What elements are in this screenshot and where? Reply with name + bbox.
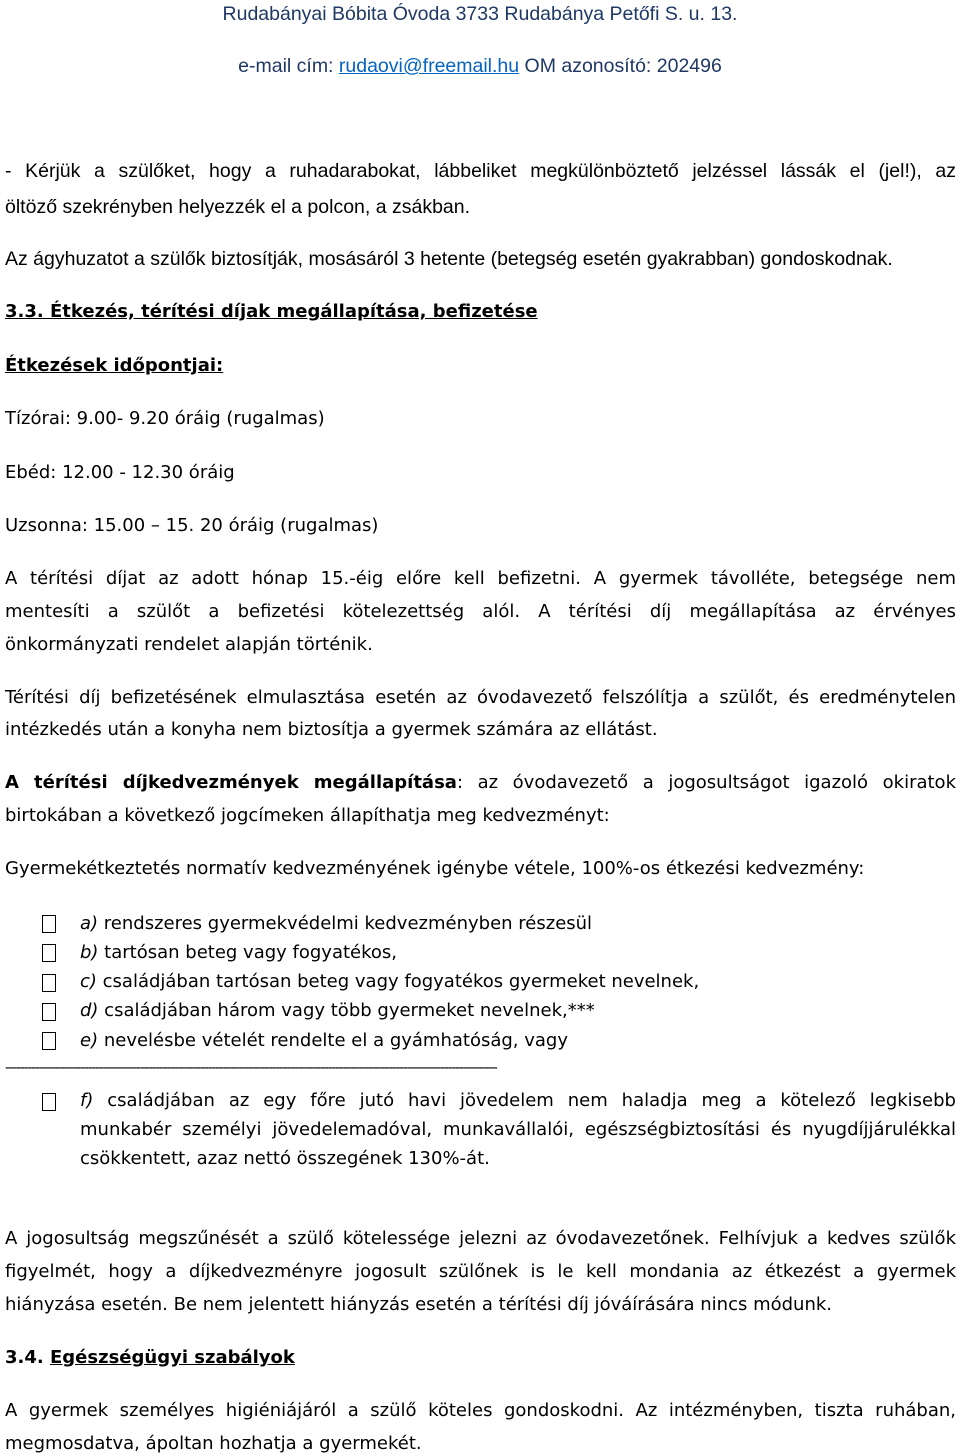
intro-line-3: Az ágyhuzatot a szülők biztosítják, mosásáról 3 hetente (betegség esetén gyakrabban) gondoskodnak. — [5, 248, 893, 270]
bullet-box-icon — [42, 974, 56, 992]
header-contact — [0, 55, 960, 78]
hygiene-line-1: A gyermek személyes higiéniájáról a szülő köteles gondoskodni. Az intézményben, tiszta ruhában, — [5, 1400, 956, 1421]
obligation-line-3: hiányzása esetén. Be nem jelentett hiányzás esetén a térítési díj jóváírására nincs módunk. — [5, 1294, 832, 1315]
meal-time-uzsonna: Uzsonna: 15.00 – 15. 20 óráig (rugalmas) — [5, 515, 379, 536]
list-item-e: e) nevelésbe vételét rendelte el a gyámhatóság, vagy — [80, 1030, 569, 1051]
fee-paragraph-line-1: A térítési díjat az adott hónap 15.-éig előre kell befizetni. A gyermek távolléte, betegsége nem — [5, 568, 956, 589]
list-item-b: b) tartósan beteg vagy fogyatékos, — [80, 942, 398, 963]
fee-paragraph-line-3: önkormányzati rendelet alapján történik. — [5, 634, 373, 655]
dashed-separator: ----------------------------------------------------------------------------------------------------------------------------------- — [5, 1060, 497, 1076]
nonpayment-line-2: intézkedés után a konyha nem biztosítja a gyermek számára az ellátást. — [5, 719, 658, 740]
bullet-box-icon — [42, 915, 56, 933]
discount-paragraph-line-1 — [5, 771, 956, 795]
email-label: e-mail cím: — [238, 55, 339, 77]
list-item-f-line-1: f) családjában az egy főre jutó havi jövedelem nem haladja meg a kötelező legkisebb — [80, 1090, 956, 1111]
list-item-f-line-2: munkabér személyi jövedelemadóval, munkavállalói, egészségbiztosítási és nyugdíjjárulékkal — [80, 1119, 956, 1140]
section-heading-3-4 — [5, 1346, 956, 1370]
meal-times-heading: Étkezések időpontjai: — [5, 355, 224, 376]
normative-discount-line: Gyermekétkeztetés normatív kedvezményének igénybe vétele, 100%-os étkezési kedvezmény: — [5, 858, 865, 879]
email-link[interactable]: rudaovi@freemail.hu — [338, 55, 520, 77]
section-number: 3.4. — [5, 1347, 50, 1368]
om-id: OM azonosító: 202496 — [519, 55, 722, 77]
meal-time-ebed: Ebéd: 12.00 - 12.30 óráig — [5, 462, 235, 483]
discount-heading: A térítési díjkedvezmények megállapítása — [5, 772, 457, 793]
meal-time-tizorai: Tízórai: 9.00- 9.20 óráig (rugalmas) — [5, 408, 325, 429]
bullet-box-icon — [42, 1093, 56, 1111]
list-item-d: d) családjában három vagy több gyermeket nevelnek,*** — [80, 1000, 595, 1021]
intro-line-2: öltöző szekrényben helyezzék el a polcon, a zsákban. — [5, 196, 471, 218]
fee-paragraph-line-2: mentesíti a szülőt a befizetési kötelezettség alól. A térítési díj megállapítása az érvényes — [5, 601, 956, 622]
section-title: Egészségügyi szabályok — [50, 1347, 295, 1368]
obligation-line-1: A jogosultság megszűnését a szülő kötelessége jelezni az óvodavezetőnek. Felhívjuk a kedves szülők — [5, 1228, 956, 1249]
hygiene-line-2: megmosdatva, ápoltan hozhatja a gyermekét. — [5, 1433, 422, 1454]
list-item-c: c) családjában tartósan beteg vagy fogyatékos gyermeket nevelnek, — [80, 971, 700, 992]
intro-line-1: - Kérjük a szülőket, hogy a ruhadarabokat, lábbeliket megkülönböztető jelzéssel lássák el (jel!), az — [5, 160, 956, 182]
section-heading-3-3: 3.3. Étkezés, térítési díjak megállapítása, befizetése — [5, 301, 538, 322]
bullet-box-icon — [42, 944, 56, 962]
bullet-box-icon — [42, 1003, 56, 1021]
discount-paragraph-line-2: birtokában a következő jogcímeken állapíthatja meg kedvezményt: — [5, 805, 610, 826]
list-item-a: a) rendszeres gyermekvédelmi kedvezményben részesül — [80, 913, 593, 934]
bullet-box-icon — [42, 1032, 56, 1050]
header-address: Rudabányai Bóbita Óvoda 3733 Rudabánya Petőfi S. u. 13. — [222, 3, 738, 25]
nonpayment-line-1: Térítési díj befizetésének elmulasztása esetén az óvodavezető felszólítja a szülőt, és eredménytelen — [5, 687, 956, 708]
obligation-line-2: figyelmét, hogy a díjkedvezményre jogosult szülőnek is le kell mondania az étkezést a gyermek — [5, 1261, 956, 1282]
list-item-f-line-3: csökkentett, azaz nettó összegének 130%-át. — [80, 1148, 490, 1169]
discount-text: : az óvodavezető a jogosultságot igazoló okiratok — [456, 772, 956, 793]
